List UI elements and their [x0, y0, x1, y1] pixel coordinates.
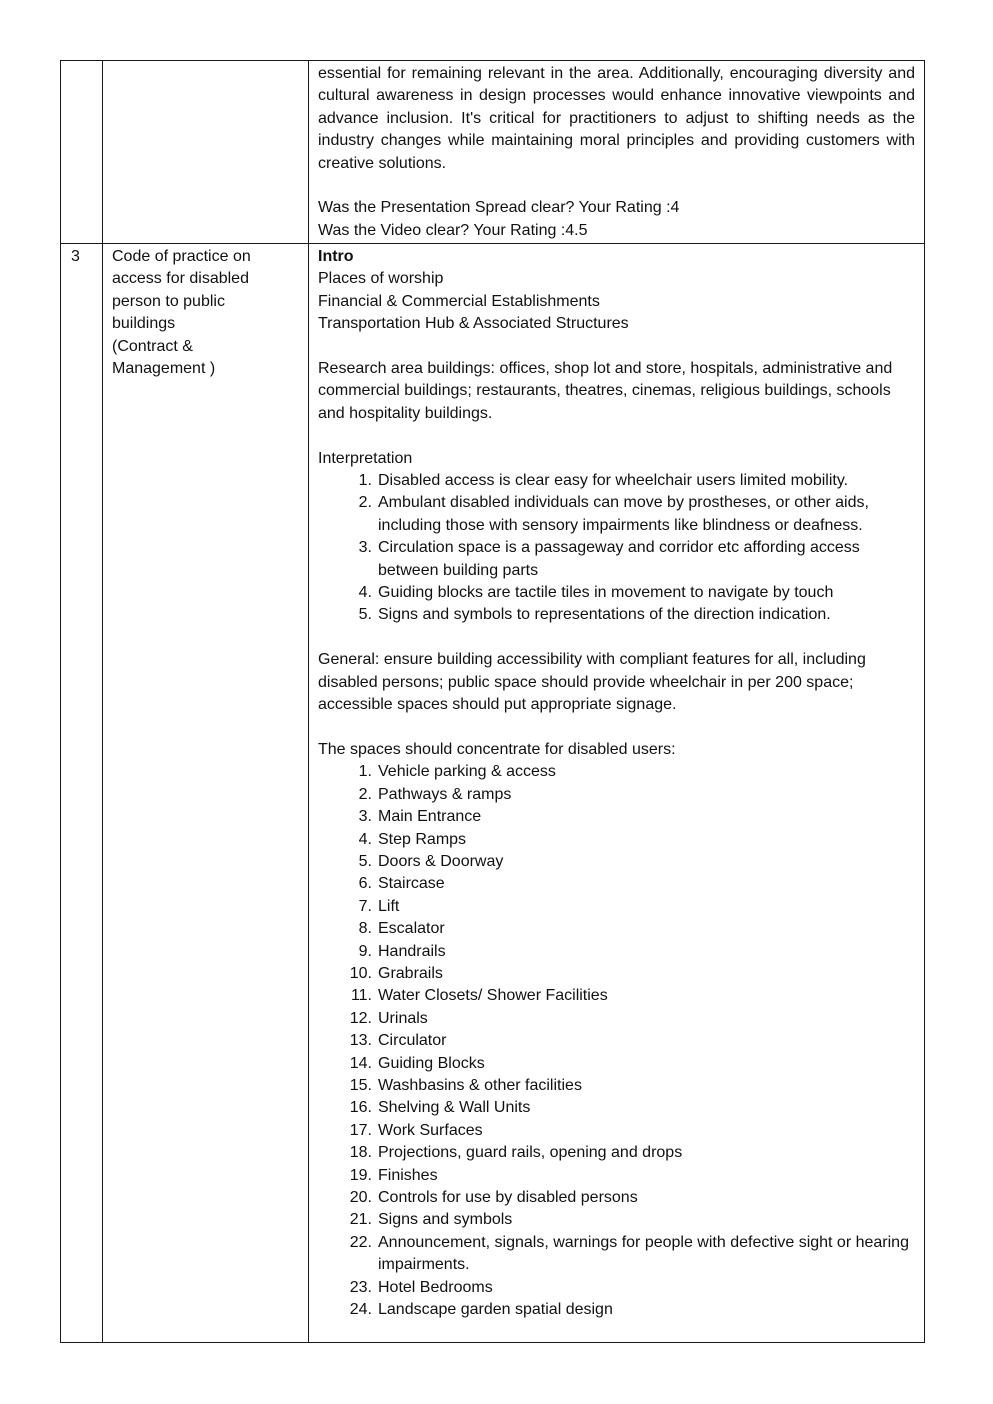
list-item: [358, 918, 915, 940]
list-item: [358, 492, 915, 537]
list-item: [349, 1120, 915, 1142]
list-item-text: Grabrails: [378, 964, 443, 982]
row-number-cell: 3: [61, 244, 103, 1343]
intro-item: Transportation Hub & Associated Structures: [318, 315, 629, 333]
spaces-heading: The spaces should concentrate for disabled users:: [318, 740, 676, 758]
list-number: 3.: [358, 539, 372, 557]
list-item-text: Hotel Bedrooms: [378, 1278, 493, 1296]
list-item-text: Step Ramps: [378, 830, 467, 848]
list-number: 23.: [349, 1278, 372, 1296]
list-number: 10.: [349, 964, 372, 982]
list-number: 2.: [358, 494, 372, 512]
list-item-text: Signs and symbols: [378, 1211, 513, 1229]
list-item-text: Finishes: [378, 1166, 438, 1184]
list-item-text: Doors & Doorway: [378, 852, 504, 870]
table-row: [61, 244, 925, 1343]
list-item-text: Circulation space is a passageway and corridor etc affording access between building parts: [378, 539, 860, 579]
general-paragraph: General: ensure building accessibility with compliant features for all, including disabled persons; public space should provide wheelchair in per 200 space; accessible spaces should put appropriate signage.: [318, 651, 866, 714]
list-number: 3.: [358, 808, 372, 826]
intro-item: Places of worship: [318, 270, 444, 288]
list-item-text: Lift: [378, 897, 400, 915]
list-item-text: Water Closets/ Shower Facilities: [378, 987, 608, 1005]
content-cell: [309, 244, 925, 1343]
row-number-cell: [61, 61, 103, 244]
reflection-paragraph: essential for remaining relevant in the area. Additionally, encouraging diversity and cultural awareness in design processes would enhance innovative viewpoints and advance inclusion. It's critical for practitioners to adjust to shifting needs as the industry changes while maintaining moral principles and providing customers with creative solutions.: [318, 65, 915, 172]
topic-cell: [103, 244, 309, 1343]
list-item: [349, 1232, 915, 1277]
list-item: [349, 1187, 915, 1209]
content-cell: [309, 61, 925, 244]
topic-line: access for disabled: [112, 270, 249, 288]
list-item: [349, 1142, 915, 1164]
topic-line: Management ): [112, 360, 216, 378]
list-item: [358, 941, 915, 963]
spaces-list: [318, 761, 915, 1321]
list-item: [350, 985, 915, 1007]
list-number: 18.: [349, 1144, 372, 1162]
list-number: 7.: [358, 897, 372, 915]
video-rating: Was the Video clear? Your Rating :4.5: [318, 221, 588, 239]
list-item-text: Projections, guard rails, opening and drops: [378, 1144, 683, 1162]
presentation-rating: Was the Presentation Spread clear? Your Rating :4: [318, 199, 680, 217]
topic-cell: [103, 61, 309, 244]
list-item-text: Pathways & ramps: [378, 785, 512, 803]
list-number: 21.: [349, 1211, 372, 1229]
topic-line: (Contract &: [112, 337, 193, 355]
list-item: [358, 806, 915, 828]
list-item: [358, 784, 915, 806]
list-item-text: Signs and symbols to representations of the direction indication.: [378, 606, 831, 624]
list-item-text: Landscape garden spatial design: [378, 1301, 613, 1319]
list-item-text: Washbasins & other facilities: [378, 1076, 582, 1094]
list-item: [349, 1008, 915, 1030]
intro-item: Financial & Commercial Establishments: [318, 292, 600, 310]
list-item-text: Disabled access is clear easy for wheelchair users limited mobility.: [378, 472, 849, 490]
content-table: [60, 60, 925, 1343]
list-number: 4.: [358, 830, 372, 848]
list-number: 5.: [358, 852, 372, 870]
list-number: 16.: [349, 1099, 372, 1117]
list-item: [349, 1165, 915, 1187]
list-item: [358, 537, 915, 582]
list-item: [358, 851, 915, 873]
list-number: 1.: [358, 763, 372, 781]
list-number: 1.: [358, 472, 372, 490]
list-item-text: Announcement, signals, warnings for people with defective sight or hearing impairments.: [378, 1233, 909, 1274]
list-number: 2.: [358, 785, 372, 803]
list-item-text: Circulator: [378, 1032, 447, 1050]
list-number: 12.: [349, 1009, 372, 1027]
list-item: [349, 1299, 915, 1321]
topic-line: person to public: [112, 292, 225, 310]
list-item: [358, 761, 915, 783]
list-item: [349, 1053, 915, 1075]
list-item-text: Handrails: [378, 942, 446, 960]
list-item: [349, 1277, 915, 1299]
list-number: 24.: [349, 1301, 372, 1319]
list-item: [358, 604, 915, 626]
list-item: [349, 963, 915, 985]
list-item: [358, 470, 915, 492]
table-row: [61, 61, 925, 244]
list-number: 20.: [349, 1189, 372, 1206]
list-item: [349, 1075, 915, 1097]
list-number: 14.: [349, 1054, 372, 1072]
list-number: 19.: [349, 1166, 372, 1184]
list-number: 11.: [350, 987, 372, 1005]
intro-heading: Intro: [318, 248, 354, 265]
list-item-text: Vehicle parking & access: [378, 763, 556, 781]
list-item: [358, 896, 915, 918]
list-item-text: Staircase: [378, 875, 445, 893]
list-item: [349, 1030, 915, 1052]
list-item-text: Work Surfaces: [378, 1121, 483, 1139]
list-number: 22.: [349, 1233, 372, 1251]
interpretation-heading: Interpretation: [318, 449, 413, 467]
topic-line: Code of practice on: [112, 248, 251, 265]
list-item-text: Guiding blocks are tactile tiles in movement to navigate by touch: [378, 584, 834, 602]
list-item: [358, 873, 915, 895]
list-item-text: Shelving & Wall Units: [378, 1099, 531, 1117]
list-number: 15.: [349, 1076, 372, 1094]
list-number: 6.: [358, 875, 372, 893]
list-item-text: Urinals: [378, 1009, 428, 1027]
list-item: [358, 582, 915, 604]
list-number: 17.: [349, 1121, 372, 1139]
list-number: 4.: [358, 584, 372, 602]
list-item: [349, 1097, 915, 1119]
list-item-text: Guiding Blocks: [378, 1054, 485, 1072]
research-paragraph: Research area buildings: offices, shop lot and store, hospitals, administrative and commercial buildings; restaurants, theatres, cinemas, religious buildings, schools and hospitality buildings.: [318, 360, 893, 422]
list-number: 8.: [358, 920, 372, 938]
list-number: 9.: [358, 942, 372, 960]
list-item: [358, 829, 915, 851]
list-item-text: Controls for use by disabled persons: [378, 1189, 638, 1206]
interpretation-list: [318, 470, 915, 627]
list-item-text: Ambulant disabled individuals can move by prostheses, or other aids, including those with sensory impairments like blindness or deafness.: [378, 494, 869, 534]
list-number: 13.: [349, 1032, 372, 1050]
list-number: 5.: [358, 606, 372, 624]
list-item-text: Main Entrance: [378, 808, 482, 826]
list-item: [349, 1209, 915, 1231]
topic-line: buildings: [112, 315, 176, 333]
list-item-text: Escalator: [378, 920, 445, 938]
